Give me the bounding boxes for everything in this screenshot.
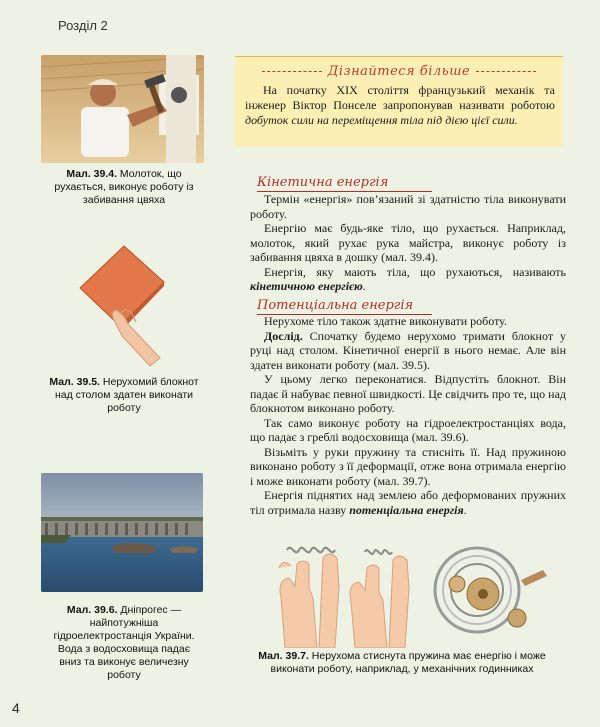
term-kinetic-energy: кінетичною енергією: [250, 279, 363, 293]
caption-fig-39-7: Мал. 39.7. Нерухома стиснута пружина має енергію і може виконати роботу, наприклад, у механічних годинниках: [258, 650, 546, 675]
info-box-text: На початку XIX століття французький механік та інженер Віктор Понселе запропонував називати роботою добуток сили на переміщення тіла під дією цієї сили.: [245, 83, 555, 127]
heading-potential-energy: Потенціальна енергія: [257, 298, 432, 315]
info-box: [235, 56, 563, 147]
photo-dniprohes: [41, 473, 203, 592]
kinetic-paragraph-3: Енергія, яку мають тіла, що рухаються, називають кінетичною енергією.: [250, 264, 566, 293]
photo-hammer-worker: [41, 55, 204, 163]
potential-paragraph-5: Візьміть у руки пружину та стисніть її. Над пружиною виконано роботу з її деформації, отже вона отримала енергію і може виконати роботу (мал. 39.7).: [250, 444, 566, 488]
section-label: Розділ 2: [58, 18, 108, 33]
potential-text: [250, 314, 566, 517]
illustration-spring-and-clockwork: [255, 528, 560, 648]
experiment-label: Дослід.: [264, 328, 303, 343]
kinetic-text: [250, 192, 566, 294]
caption-fig-39-5: Мал. 39.5. Нерухомий блокнот над столом здатен виконати роботу: [49, 376, 199, 414]
potential-paragraph-1: Нерухоме тіло також здатне виконувати роботу.: [264, 314, 507, 328]
illustration-notepad-hand: [72, 240, 172, 368]
term-potential-energy: потенціальна енергія: [349, 502, 464, 517]
info-box-title: Дізнайтеся більше: [235, 64, 563, 79]
potential-paragraph-2: Дослід. Спочатку будемо нерухомо тримати блокнот у руці над столом. Кінетичної енергії в нього немає. Але він здатен виконати роботу (мал. 39.5).: [250, 328, 566, 372]
caption-fig-39-6: Мал. 39.6. Дніпрогес — найпотужніша гідроелектростанція України. Вода з водосховища падає вниз та виконує величезну роботу: [53, 604, 195, 681]
potential-paragraph-6: Енергія піднятих над землею або деформованих пружних тіл отримала назву потенціальна енергія.: [250, 488, 566, 517]
page-number: 4: [12, 700, 20, 716]
heading-kinetic-energy: Кінетична енергія: [257, 175, 432, 192]
potential-paragraph-3: У цьому легко переконатися. Відпустіть блокнот. Він падає й набуває певної швидкості. Це свідчить про те, що над блокнотом виконано роботу.: [250, 372, 566, 415]
caption-fig-39-4: Мал. 39.4. Молоток, що рухається, виконує роботу із забивання цвяха: [54, 168, 194, 206]
kinetic-paragraph-1: Термін «енергія» пов’язаний зі здатністю тіла виконувати роботу.: [250, 192, 566, 221]
potential-paragraph-4: Так само виконує роботу на гідроелектростанціях вода, що падає з греблі водосховища (мал. 39.6).: [250, 415, 566, 444]
kinetic-paragraph-2: Енергію має будь-яке тіло, що рухається. Наприклад, молоток, який рухає рука майстра, виконує роботу із забивання цвяха в дошку (мал. 39.4).: [250, 221, 566, 264]
